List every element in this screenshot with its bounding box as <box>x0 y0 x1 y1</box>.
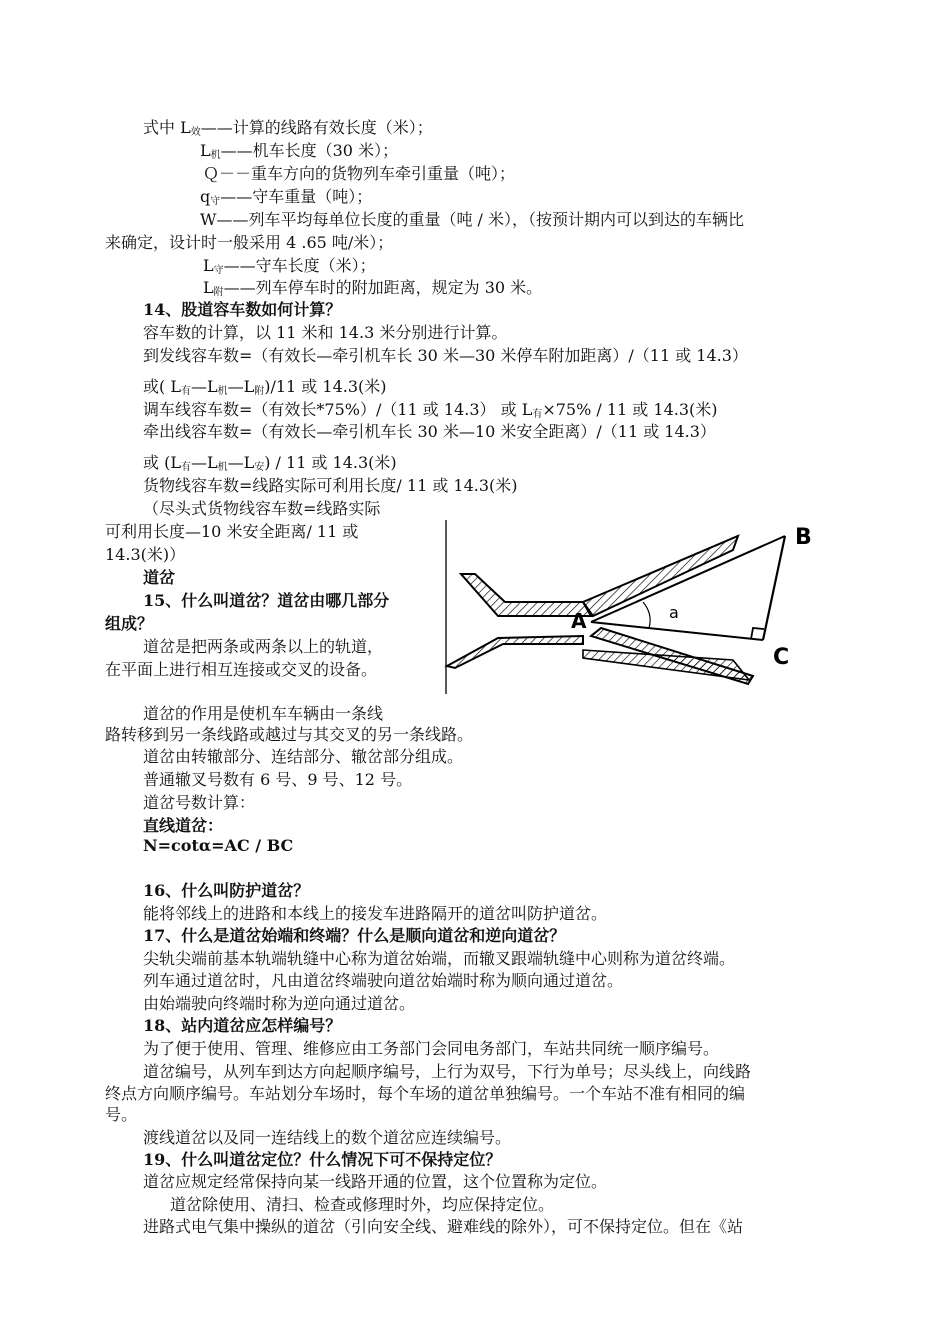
q19-p2: 道岔除使用、清扫、检查或修理时外，均应保持定位。 <box>170 1195 555 1214</box>
symbol-def-q-guard: $q_守——$守车重量（吨）； <box>200 187 373 207</box>
symbol-def-l-guard: $L_守——$守车长度（米）； <box>203 256 376 276</box>
right-angle-mark <box>751 628 764 639</box>
q15-p1: 道岔是把两条或两条以上的轨道， <box>143 637 384 656</box>
symbol-def-l-eff: 式中 $L_效——$计算的线路有效长度（米）； <box>143 118 433 138</box>
q18-p2-cont: 终点方向顺序编号。车站划分车场时，每个车场的道岔单独编号。一个车站不准有相同的编 <box>105 1084 746 1103</box>
q14-p6: 或 $(L_有—L_机—L_安) / 11$ 或 14.3(米) <box>143 453 397 473</box>
q19-title: 19、什么叫道岔定位？什么情况下可不保持定位？ <box>143 1150 502 1169</box>
q15-p5: 道岔号数计算： <box>143 793 256 812</box>
q19-p1: 道岔应规定经常保持向某一线路开通的位置，这个位置称为定位。 <box>143 1172 608 1191</box>
diverging-rail <box>583 536 738 616</box>
q18-p1: 为了便于使用、管理、维修应由工务部门会同电务部门，车站共同统一顺序编号。 <box>143 1039 720 1058</box>
q14-p7: 货物线容车数=线路实际可利用长度/ 11 或 14.3(米) <box>143 476 518 495</box>
q15-title-cont: 组成？ <box>105 614 154 633</box>
angle-label: a <box>669 603 679 622</box>
q14-p1: 容车数的计算，以 11 米和 14.3 米分别进行计算。 <box>143 323 508 342</box>
q18-title: 18、站内道岔应怎样编号？ <box>143 1016 342 1035</box>
q15-title: 15、什么叫道岔？道岔由哪几部分 <box>143 591 390 610</box>
q18-p3: 渡线道岔以及同一连结线上的数个道岔应连续编号。 <box>143 1128 512 1147</box>
q15-p3: 道岔由转辙部分、连结部分、辙岔部分组成。 <box>143 747 464 766</box>
symbol-def-q: Ｑ－－重车方向的货物列车牵引重量（吨）； <box>203 164 516 183</box>
q15-p1-cont: 在平面上进行相互连接或交叉的设备。 <box>105 660 378 679</box>
q15-p4: 普通辙叉号数有 6 号、9 号、12 号。 <box>143 770 413 789</box>
q17-p3: 由始端驶向终端时称为逆向通过道岔。 <box>143 994 416 1013</box>
q14-p4: 调车线容车数=（有效长*75%）/（11 或 14.3） 或 $L_有\times 75\% / 11$ 或 14.3(米) <box>143 400 718 420</box>
symbol-def-w: W——列车平均每单位长度的重量（吨 / 米），（按预计期内可以到达的车辆比 <box>200 210 745 229</box>
q14-title: 14、股道容车数如何计算？ <box>143 300 342 319</box>
q15-formula: N=cotα=AC / BC <box>143 836 294 855</box>
symbol-def-l-loco: $L_机——$机车长度（30 米）； <box>200 141 399 161</box>
q15-p2-cont: 路转移到另一条线路或越过与其交叉的另一条线路。 <box>105 725 474 744</box>
q14-p8-cont: 可利用长度—10 米安全距离/ 11 或 <box>105 522 359 541</box>
q19-p3: 进路式电气集中操纵的道岔（引向安全线、避难线的除外），可不保持定位。但在《站 <box>143 1217 744 1236</box>
side-bc <box>763 536 785 640</box>
label-a: A <box>571 609 587 633</box>
symbol-def-l-add: $L_附——$列车停车时的附加距离，规定为 30 米。 <box>203 278 543 298</box>
q14-p8: （尽头式货物线容车数=线路实际 <box>143 499 381 518</box>
lower-left-rail <box>447 636 583 668</box>
q16-title: 16、什么叫防护道岔？ <box>143 881 310 900</box>
q15-p2: 道岔的作用是使机车车辆由一条线 <box>143 704 384 723</box>
q14-p8-end: 14.3(米)） <box>105 545 186 564</box>
q14-p5: 牵出线容车数=（有效长—牵引机车长 30 米—10 米安全距离）/（11 或 14.3） <box>143 422 716 441</box>
q17-p1: 尖轨尖端前基本轨端轨缝中心称为道岔始端，而辙叉跟端轨缝中心则称为道岔终端。 <box>143 949 736 968</box>
symbol-def-w-cont: 来确定，设计时一般采用 4 .65 吨/米）； <box>105 233 394 252</box>
angle-arc <box>643 602 650 628</box>
q17-p2: 列车通过道岔时，凡由道岔终端驶向道岔始端时称为顺向通过道岔。 <box>143 971 624 990</box>
section-title: 道岔 <box>143 568 176 587</box>
turnout-diagram <box>443 518 823 698</box>
q18-p2: 道岔编号，从列车到达方向起顺序编号，上行为双号，下行为单号；尽头线上，向线路 <box>143 1062 752 1081</box>
hypotenuse-ab <box>591 536 785 622</box>
label-c: C <box>773 645 790 670</box>
q14-p3: 或( $L_有—L_机—L_附)/11$ 或 14.3(米) <box>143 377 387 397</box>
label-b: B <box>795 525 812 550</box>
q16-p1: 能将邻线上的进路和本线上的接发车进路隔开的道岔叫防护道岔。 <box>143 904 608 923</box>
q14-p2: 到发线容车数=（有效长—牵引机车长 30 米—30 米停车附加距离）/（11 或 14.3） <box>143 346 748 365</box>
q18-p2-end: 号。 <box>105 1105 138 1124</box>
q15-p6: 直线道岔： <box>143 816 224 835</box>
q17-title: 17、什么是道岔始端和终端？什么是顺向道岔和逆向道岔？ <box>143 926 566 945</box>
